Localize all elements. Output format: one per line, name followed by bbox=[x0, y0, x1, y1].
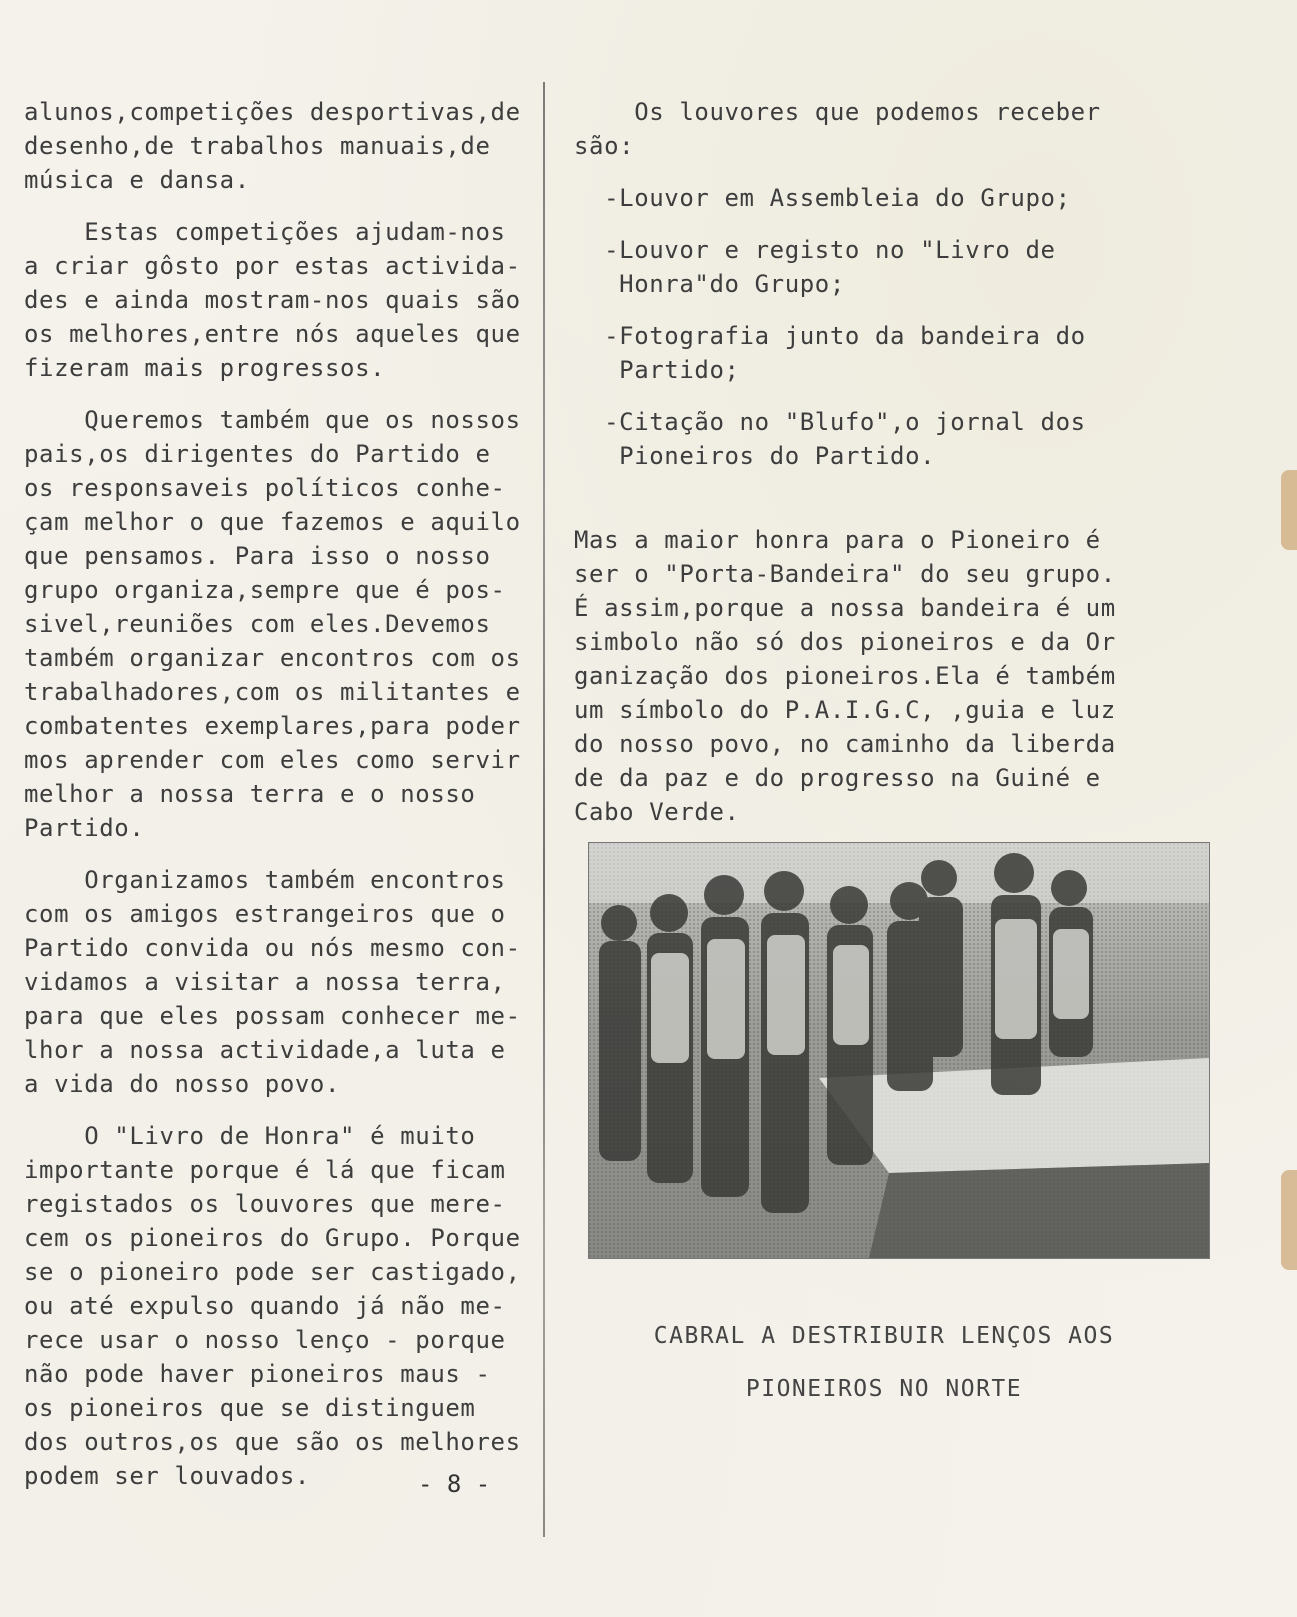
text-line: melhor a nossa terra e o nosso bbox=[24, 780, 476, 808]
text-line: simbolo não só dos pioneiros e da Or bbox=[574, 628, 1116, 656]
text-line: alunos,competições desportivas,de bbox=[24, 98, 521, 126]
text-line: Honra"do Grupo; bbox=[574, 270, 845, 298]
text-line: Mas a maior honra para o Pioneiro é bbox=[574, 526, 1101, 554]
text-line: çam melhor o que fazemos e aquilo bbox=[24, 508, 521, 536]
text-line: ganização dos pioneiros.Ela é também bbox=[574, 662, 1116, 690]
paragraph-gap bbox=[24, 1101, 544, 1119]
text-line: -Citação no "Blufo",o jornal dos bbox=[574, 408, 1086, 436]
text-line: Cabo Verde. bbox=[574, 798, 740, 826]
text-line: importante porque é lá que ficam bbox=[24, 1156, 506, 1184]
text-line: não pode haver pioneiros maus - bbox=[24, 1360, 491, 1388]
text-line: Os louvores que podemos receber bbox=[574, 98, 1101, 126]
paragraph-gap bbox=[24, 385, 544, 403]
paragraph-gap bbox=[24, 845, 544, 863]
text-line: pais,os dirigentes do Partido e bbox=[24, 440, 491, 468]
text-line: des e ainda mostram-nos quais são bbox=[24, 286, 521, 314]
text-line: Queremos também que os nossos bbox=[24, 406, 521, 434]
text-line: os responsaveis políticos conhe- bbox=[24, 474, 506, 502]
text-line: mos aprender com eles como servir bbox=[24, 746, 521, 774]
paper-edge-stain bbox=[1281, 1170, 1297, 1270]
text-line: cem os pioneiros do Grupo. Porque bbox=[24, 1224, 521, 1252]
text-line: desenho,de trabalhos manuais,de bbox=[24, 132, 491, 160]
text-line: dos outros,os que são os melhores bbox=[24, 1428, 521, 1456]
text-line: vidamos a visitar a nossa terra, bbox=[24, 968, 506, 996]
right-text-column bbox=[574, 95, 1154, 829]
text-line: registados os louvores que mere- bbox=[24, 1190, 506, 1218]
photo-caption-line-2: PIONEIROS NO NORTE bbox=[745, 1376, 1023, 1402]
text-line: para que eles possam conhecer me- bbox=[24, 1002, 521, 1030]
text-line: -Louvor em Assembleia do Grupo; bbox=[574, 184, 1071, 212]
text-line: a criar gôsto por estas activida- bbox=[24, 252, 521, 280]
text-line: um símbolo do P.A.I.G.C, ,guia e luz bbox=[574, 696, 1116, 724]
paper-edge-stain bbox=[1281, 470, 1297, 550]
text-line: com os amigos estrangeiros que o bbox=[24, 900, 506, 928]
text-line: a vida do nosso povo. bbox=[24, 1070, 341, 1098]
page-number: - 8 - bbox=[418, 1470, 491, 1498]
text-line: combatentes exemplares,para poder bbox=[24, 712, 521, 740]
text-line: do nosso povo, no caminho da liberda bbox=[574, 730, 1116, 758]
text-line: Partido; bbox=[574, 356, 740, 384]
paragraph-gap bbox=[574, 163, 1154, 181]
photo-scene bbox=[589, 843, 1209, 1258]
text-line: sivel,reuniões com eles.Devemos bbox=[24, 610, 491, 638]
text-line: também organizar encontros com os bbox=[24, 644, 521, 672]
paragraph-gap bbox=[574, 215, 1154, 233]
text-line: grupo organiza,sempre que é pos- bbox=[24, 576, 506, 604]
text-line: fizeram mais progressos. bbox=[24, 354, 386, 382]
text-line: os melhores,entre nós aqueles que bbox=[24, 320, 521, 348]
text-line: O "Livro de Honra" é muito bbox=[24, 1122, 476, 1150]
text-line: rece usar o nosso lenço - porque bbox=[24, 1326, 506, 1354]
text-line: Pioneiros do Partido. bbox=[574, 442, 936, 470]
text-line: trabalhadores,com os militantes e bbox=[24, 678, 521, 706]
text-line: Partido convida ou nós mesmo con- bbox=[24, 934, 521, 962]
text-line: são: bbox=[574, 132, 635, 160]
paragraph-gap bbox=[24, 197, 544, 215]
text-line: Estas competições ajudam-nos bbox=[24, 218, 506, 246]
text-line: -Fotografia junto da bandeira do bbox=[574, 322, 1086, 350]
text-line: que pensamos. Para isso o nosso bbox=[24, 542, 491, 570]
text-line: os pioneiros que se distinguem bbox=[24, 1394, 476, 1422]
photo-caption-line-1: CABRAL A DESTRIBUIR LENÇOS AOS bbox=[653, 1323, 1115, 1349]
paragraph-gap bbox=[574, 473, 1154, 523]
text-line: Organizamos também encontros bbox=[24, 866, 506, 894]
text-line: lhor a nossa actividade,a luta e bbox=[24, 1036, 506, 1064]
paragraph-gap bbox=[574, 301, 1154, 319]
text-line: -Louvor e registo no "Livro de bbox=[574, 236, 1056, 264]
text-line: Partido. bbox=[24, 814, 145, 842]
porta-bandeira-paragraph bbox=[574, 523, 1154, 829]
text-line: ser o "Porta-Bandeira" do seu grupo. bbox=[574, 560, 1116, 588]
louvores-list bbox=[574, 95, 1154, 473]
text-line: ou até expulso quando já não me- bbox=[24, 1292, 506, 1320]
text-line: É assim,porque a nossa bandeira é um bbox=[574, 594, 1116, 622]
text-line: podem ser louvados. bbox=[24, 1462, 310, 1490]
text-line: de da paz e do progresso na Guiné e bbox=[574, 764, 1101, 792]
halftone-photo bbox=[588, 842, 1210, 1259]
paragraph-gap bbox=[574, 387, 1154, 405]
column-divider bbox=[543, 82, 545, 1537]
text-line: música e dansa. bbox=[24, 166, 250, 194]
left-text-column bbox=[24, 95, 544, 1493]
text-line: se o pioneiro pode ser castigado, bbox=[24, 1258, 521, 1286]
